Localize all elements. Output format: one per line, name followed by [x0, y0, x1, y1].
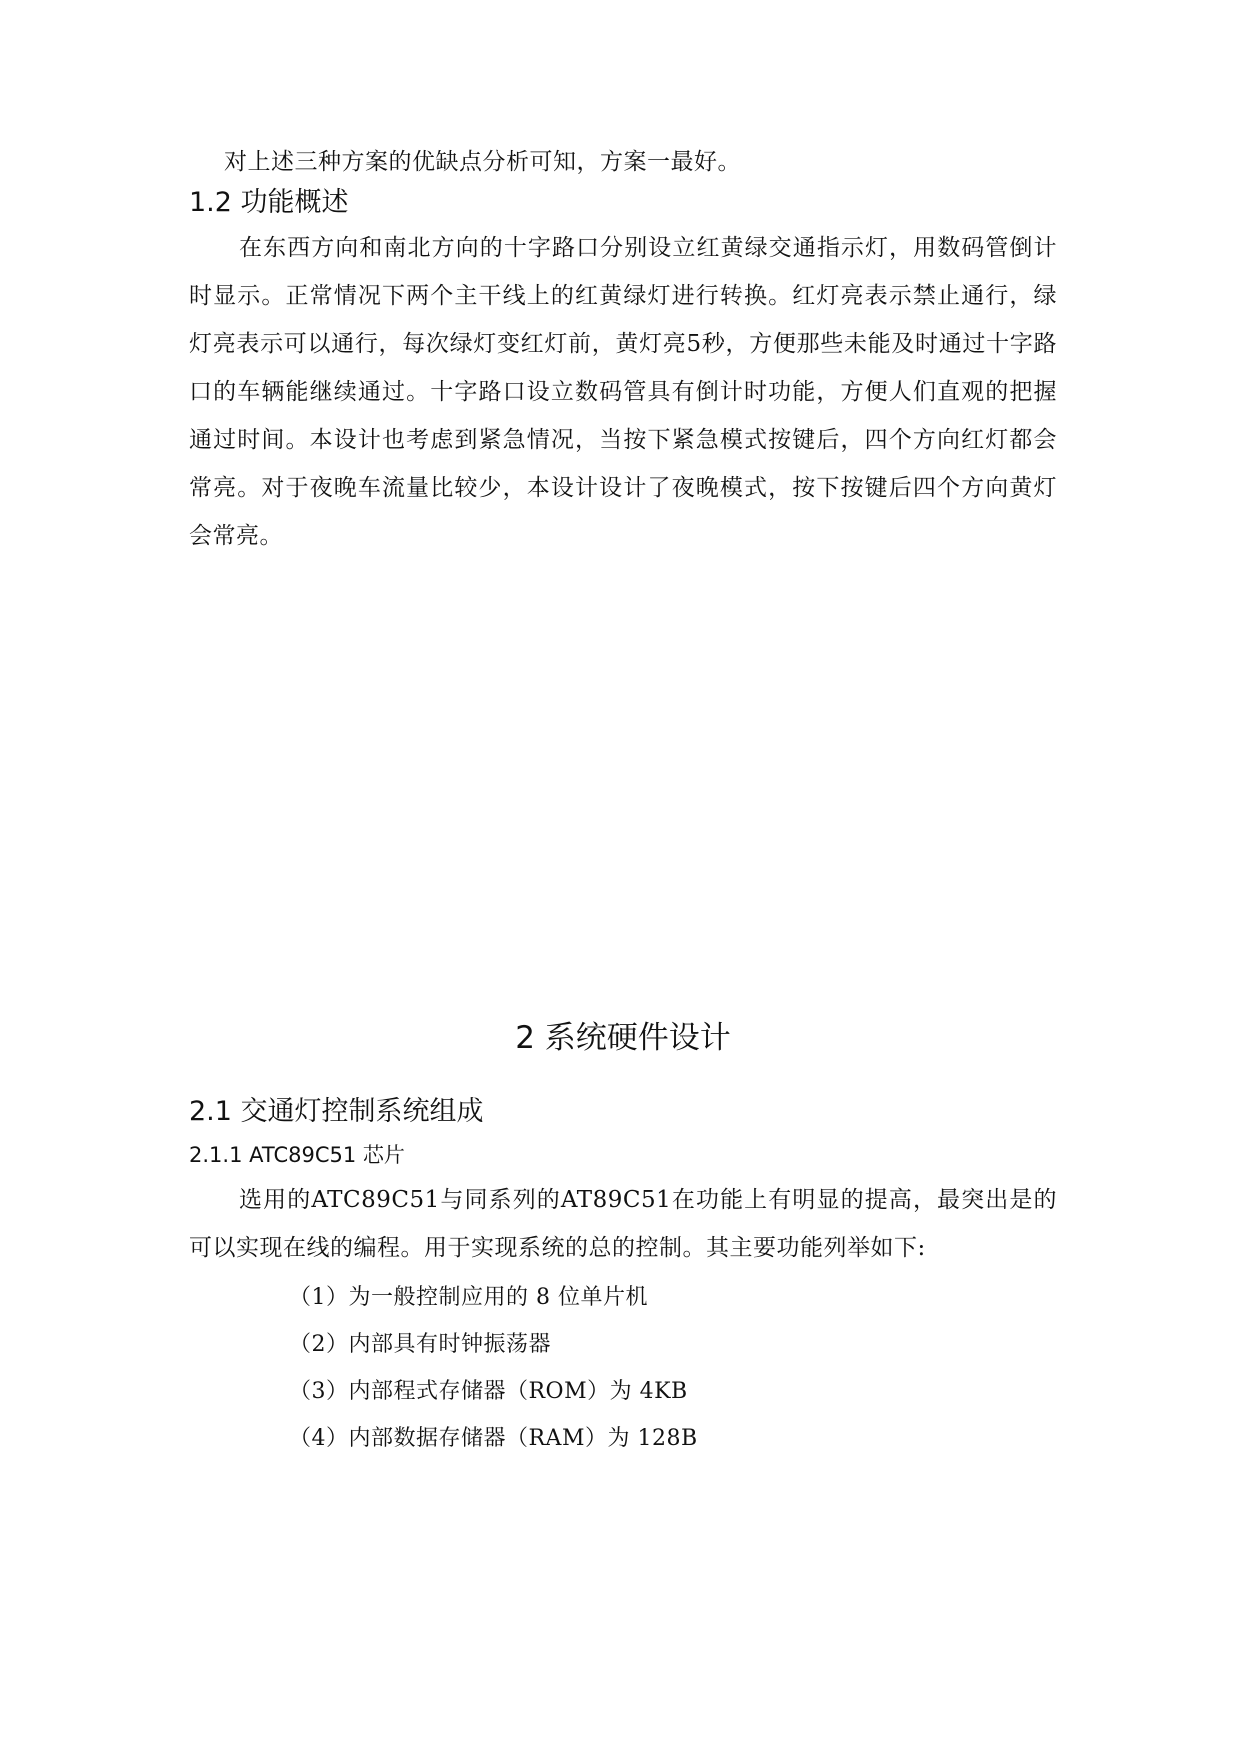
list-item: （2）内部具有时钟振荡器: [289, 1332, 551, 1357]
conclusion-text: 对上述三种方案的优缺点分析可知，方案一最好。: [224, 149, 741, 175]
list-item: （3）内部程式存储器（ROM）为 4KB: [289, 1379, 688, 1404]
section-2-1-heading: 2.1 交通灯控制系统组成: [189, 1096, 484, 1127]
chapter-2-title: 2 系统硬件设计: [515, 1020, 731, 1056]
feature-list: [189, 1274, 1057, 1462]
section-2-1-1-heading: 2.1.1 ATC89C51 芯片: [189, 1143, 405, 1167]
section-1-2-paragraph: 在东西方向和南北方向的十字路口分别设立红黄绿交通指示灯，用数码管倒计时显示。正常情况下两个主干线上的红黄绿灯进行转换。红灯亮表示禁止通行，绿灯亮表示可以通行，每次绿灯变红灯前，黄灯亮5秒，方便那些未能及时通过十字路口的车辆能继续通过。十字路口设立数码管具有倒计时功能，方便人们直观的把握通过时间。本设计也考虑到紧急情况，当按下紧急模式按键后，四个方向红灯都会常亮。对于夜晚车流量比较少，本设计设计了夜晚模式，按下按键后四个方向黄灯会常亮。: [189, 235, 1057, 549]
list-item: （4）内部数据存储器（RAM）为 128B: [289, 1426, 698, 1451]
section-2-1-1-paragraph: 选用的ATC89C51与同系列的AT89C51在功能上有明显的提高，最突出是的可以实现在线的编程。用于实现系统的总的控制。其主要功能列举如下:: [189, 1187, 1057, 1261]
list-item: （1）为一般控制应用的 8 位单片机: [289, 1285, 648, 1310]
section-1-2-heading: 1.2 功能概述: [189, 187, 349, 218]
